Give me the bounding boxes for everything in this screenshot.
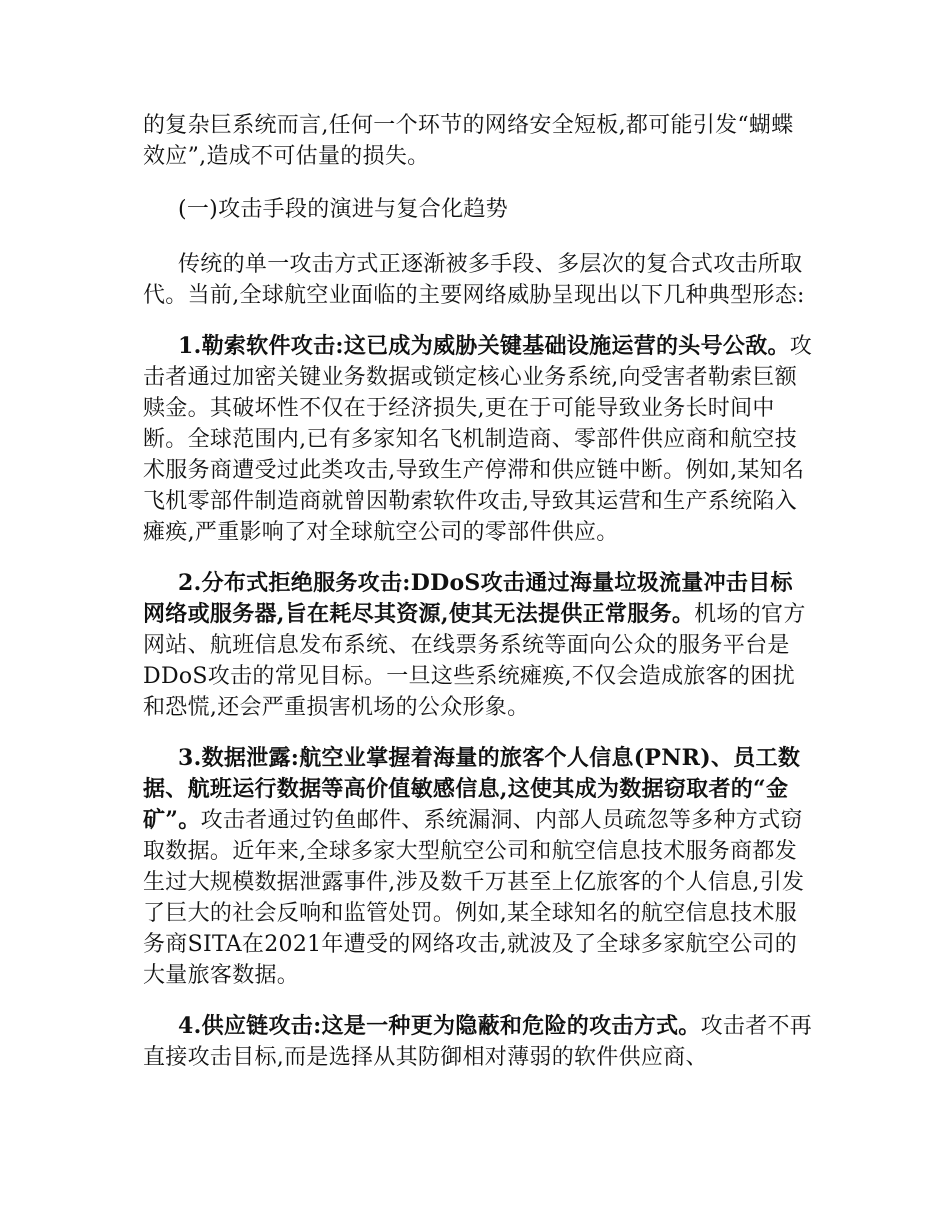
data-breach-body: 攻击者通过钓鱼邮件、系统漏洞、内部人员疏忽等多种方式窃取数据。近年来,全球多家大型航空公司和航空信息技术服务商都发生过大规模数据泄露事件,涉及数千万甚至上亿旅客的个人信息,引发了巨大的社会反响和监管处罚。例如,某全球知名的航空信息技术服务商SITA在2021年遭受的网络攻击,就波及了全球多家航空公司的大量旅客数据。 xyxy=(143,808,805,988)
data-breach-paragraph xyxy=(143,743,813,991)
ddos-paragraph xyxy=(143,568,813,723)
section-heading-text: (一)攻击手段的演进与复合化趋势 xyxy=(178,197,508,222)
continuation-text: 的复杂巨系统而言,任何一个环节的网络安全短板,都可能引发“蝴蝶效应”,造成不可估量的损失。 xyxy=(143,113,794,169)
supply-chain-body: 攻击者不再直接攻击目标,而是选择从其防御相对薄弱的软件供应商、 xyxy=(143,1014,813,1070)
ddos-lead: 2.分布式拒绝服务攻击:DDoS攻击通过海量垃圾流量冲击目标网络或服务器,旨在耗尽其资源,使其无法提供正常服务。 xyxy=(143,570,793,627)
ransomware-paragraph xyxy=(143,331,813,548)
intro-paragraph xyxy=(143,249,813,311)
ransomware-lead: 1.勒索软件攻击:这已成为威胁关键基础设施运营的头号公敌。 xyxy=(178,333,790,359)
supply-chain-paragraph xyxy=(143,1011,813,1073)
data-breach-lead: 3.数据泄露:航空业掌握着海量的旅客个人信息(PNR)、员工数据、航班运行数据等高价值敏感信息,这使其成为数据窃取者的“金矿”。 xyxy=(143,745,801,833)
document-body xyxy=(143,110,813,1093)
ransomware-body: 攻击者通过加密关键业务数据或锁定核心业务系统,向受害者勒索巨额赎金。其破坏性不仅在于经济损失,更在于可能导致业务长时间中断。全球范围内,已有多家知名飞机制造商、零部件供应商和航空技术服务商遭受过此类攻击,导致生产停滞和供应链中断。例如,某知名飞机零部件制造商就曾因勒索软件攻击,导致其运营和生产系统陷入瘫痪,严重影响了对全球航空公司的零部件供应。 xyxy=(143,334,813,545)
continuation-paragraph xyxy=(143,110,813,172)
intro-text: 传统的单一攻击方式正逐渐被多手段、多层次的复合式攻击所取代。当前,全球航空业面临的主要网络威胁呈现出以下几种典型形态: xyxy=(143,252,805,308)
section-heading xyxy=(143,194,813,225)
supply-chain-lead: 4.供应链攻击:这是一种更为隐蔽和危险的攻击方式。 xyxy=(178,1013,701,1039)
ddos-body: 机场的官方网站、航班信息发布系统、在线票务系统等面向公众的服务平台是DDoS攻击的常见目标。一旦这些系统瘫痪,不仅会造成旅客的困扰和恐慌,还会严重损害机场的公众形象。 xyxy=(143,602,806,720)
